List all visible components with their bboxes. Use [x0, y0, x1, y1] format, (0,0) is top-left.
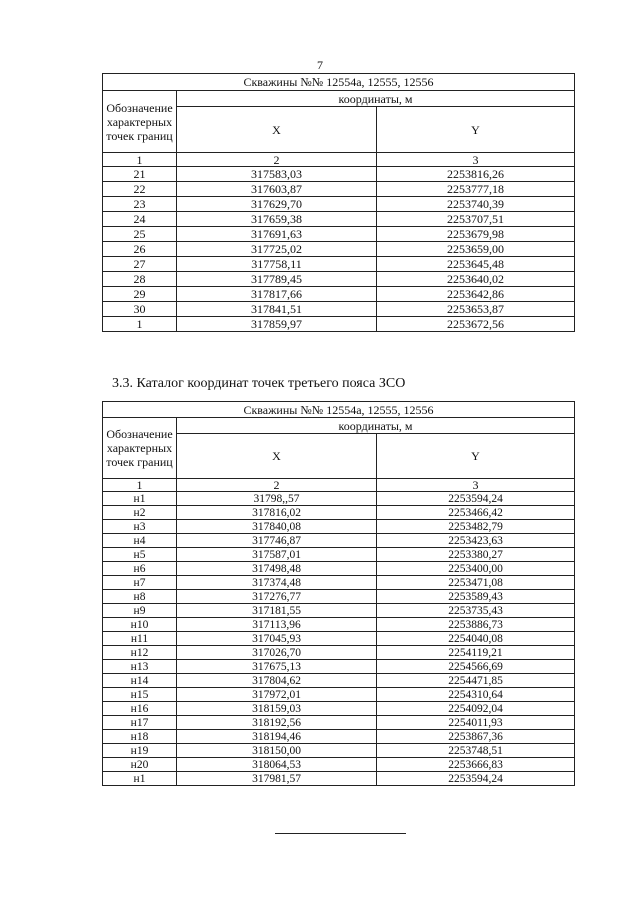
- x-coordinate-cell: 318192,56: [177, 716, 377, 730]
- table-row: [103, 590, 575, 604]
- point-label-cell: н19: [103, 744, 177, 758]
- x-coordinate-cell: 317859,97: [177, 317, 377, 332]
- table-row: [103, 182, 575, 197]
- table-row: [103, 257, 575, 272]
- page-number: 7: [317, 58, 323, 72]
- x-header: X: [177, 107, 377, 153]
- column-number: 3: [377, 479, 575, 492]
- y-coordinate-cell: 2253777,18: [377, 182, 575, 197]
- point-label-cell: н1: [103, 492, 177, 506]
- point-label-cell: 21: [103, 167, 177, 182]
- table-row: [103, 688, 575, 702]
- y-coordinate-cell: 2253466,42: [377, 506, 575, 520]
- table-row: [103, 520, 575, 534]
- table-row: [103, 317, 575, 332]
- table-row: [103, 744, 575, 758]
- column-number: 2: [177, 479, 377, 492]
- column-number: 1: [103, 153, 177, 167]
- point-label-cell: н12: [103, 646, 177, 660]
- x-coordinate-cell: 317691,63: [177, 227, 377, 242]
- x-coordinate-cell: 317659,38: [177, 212, 377, 227]
- y-coordinate-cell: 2253740,39: [377, 197, 575, 212]
- point-label-cell: 25: [103, 227, 177, 242]
- y-coordinate-cell: 2254310,64: [377, 688, 575, 702]
- y-coordinate-cell: 2253482,79: [377, 520, 575, 534]
- point-label-cell: н14: [103, 674, 177, 688]
- y-coordinate-cell: 2253423,63: [377, 534, 575, 548]
- point-label-cell: н11: [103, 632, 177, 646]
- table-row: [103, 646, 575, 660]
- point-label-cell: 29: [103, 287, 177, 302]
- table-row: [103, 674, 575, 688]
- x-coordinate-cell: 317746,87: [177, 534, 377, 548]
- x-header: X: [177, 434, 377, 479]
- point-label-cell: н7: [103, 576, 177, 590]
- table-row: [103, 562, 575, 576]
- section-heading: 3.3. Каталог координат точек третьего пояса ЗСО: [112, 376, 406, 391]
- point-label-header: Обозначение характерных точек границ: [103, 91, 177, 153]
- x-coordinate-cell: 318150,00: [177, 744, 377, 758]
- y-coordinate-cell: 2254011,93: [377, 716, 575, 730]
- x-coordinate-cell: 317583,03: [177, 167, 377, 182]
- x-coordinate-cell: 318064,53: [177, 758, 377, 772]
- x-coordinate-cell: 317725,02: [177, 242, 377, 257]
- table-row: [103, 506, 575, 520]
- y-header: Y: [377, 107, 575, 153]
- coordinates-header: координаты, м: [177, 91, 575, 107]
- point-label-cell: н4: [103, 534, 177, 548]
- column-number: 2: [177, 153, 377, 167]
- point-label-cell: 30: [103, 302, 177, 317]
- table-row: [103, 758, 575, 772]
- point-label-cell: н9: [103, 604, 177, 618]
- y-coordinate-cell: 2253659,00: [377, 242, 575, 257]
- x-coordinate-cell: 317113,96: [177, 618, 377, 632]
- x-coordinate-cell: 318194,46: [177, 730, 377, 744]
- x-coordinate-cell: 317026,70: [177, 646, 377, 660]
- coordinates-table-third-belt: [102, 401, 575, 786]
- table-row: [103, 242, 575, 257]
- y-coordinate-cell: 2254471,85: [377, 674, 575, 688]
- point-label-cell: н16: [103, 702, 177, 716]
- point-label-header: Обозначение характерных точек границ: [103, 418, 177, 479]
- table-row: [103, 632, 575, 646]
- x-coordinate-cell: 317587,01: [177, 548, 377, 562]
- table-row: [103, 227, 575, 242]
- point-label-cell: 23: [103, 197, 177, 212]
- x-coordinate-cell: 31798,,57: [177, 492, 377, 506]
- column-number: 1: [103, 479, 177, 492]
- y-coordinate-cell: 2254119,21: [377, 646, 575, 660]
- y-coordinate-cell: 2253640,02: [377, 272, 575, 287]
- x-coordinate-cell: 317841,51: [177, 302, 377, 317]
- y-coordinate-cell: 2253653,87: [377, 302, 575, 317]
- y-coordinate-cell: 2253672,56: [377, 317, 575, 332]
- y-coordinate-cell: 2253748,51: [377, 744, 575, 758]
- y-coordinate-cell: 2254040,08: [377, 632, 575, 646]
- table-row: [103, 702, 575, 716]
- coordinates-header: координаты, м: [177, 418, 575, 434]
- y-coordinate-cell: 2253471,08: [377, 576, 575, 590]
- y-coordinate-cell: 2253867,36: [377, 730, 575, 744]
- footer-divider: [275, 833, 406, 834]
- table-row: [103, 197, 575, 212]
- table-row: [103, 212, 575, 227]
- point-label-cell: 28: [103, 272, 177, 287]
- point-label-cell: н15: [103, 688, 177, 702]
- y-coordinate-cell: 2253400,00: [377, 562, 575, 576]
- y-coordinate-cell: 2254566,69: [377, 660, 575, 674]
- table-row: [103, 534, 575, 548]
- table-row: [103, 302, 575, 317]
- table-row: [103, 618, 575, 632]
- x-coordinate-cell: 317498,48: [177, 562, 377, 576]
- x-coordinate-cell: 317181,55: [177, 604, 377, 618]
- y-coordinate-cell: 2254092,04: [377, 702, 575, 716]
- table-row: [103, 730, 575, 744]
- x-coordinate-cell: 317675,13: [177, 660, 377, 674]
- coordinates-table-second-belt: [102, 73, 575, 332]
- x-coordinate-cell: 317789,45: [177, 272, 377, 287]
- table-row: [103, 660, 575, 674]
- y-coordinate-cell: 2253642,86: [377, 287, 575, 302]
- table-row: [103, 167, 575, 182]
- table-row: [103, 716, 575, 730]
- table-row: [103, 548, 575, 562]
- point-label-cell: н20: [103, 758, 177, 772]
- y-coordinate-cell: 2253816,26: [377, 167, 575, 182]
- point-label-cell: н3: [103, 520, 177, 534]
- point-label-cell: 1: [103, 317, 177, 332]
- table-row: [103, 576, 575, 590]
- table-title: Скважины №№ 12554а, 12555, 12556: [103, 402, 575, 418]
- point-label-cell: н8: [103, 590, 177, 604]
- y-coordinate-cell: 2253735,43: [377, 604, 575, 618]
- x-coordinate-cell: 317276,77: [177, 590, 377, 604]
- x-coordinate-cell: 317603,87: [177, 182, 377, 197]
- y-coordinate-cell: 2253594,24: [377, 492, 575, 506]
- x-coordinate-cell: 317840,08: [177, 520, 377, 534]
- y-coordinate-cell: 2253594,24: [377, 772, 575, 786]
- point-label-cell: 26: [103, 242, 177, 257]
- x-coordinate-cell: 317817,66: [177, 287, 377, 302]
- point-label-cell: н1: [103, 772, 177, 786]
- x-coordinate-cell: 317629,70: [177, 197, 377, 212]
- point-label-cell: 27: [103, 257, 177, 272]
- point-label-cell: н5: [103, 548, 177, 562]
- table-row: [103, 772, 575, 786]
- x-coordinate-cell: 317816,02: [177, 506, 377, 520]
- x-coordinate-cell: 317045,93: [177, 632, 377, 646]
- table-row: [103, 287, 575, 302]
- table-title: Скважины №№ 12554а, 12555, 12556: [103, 74, 575, 91]
- y-coordinate-cell: 2253380,27: [377, 548, 575, 562]
- x-coordinate-cell: 317758,11: [177, 257, 377, 272]
- x-coordinate-cell: 317981,57: [177, 772, 377, 786]
- table-row: [103, 272, 575, 287]
- y-coordinate-cell: 2253666,83: [377, 758, 575, 772]
- x-coordinate-cell: 318159,03: [177, 702, 377, 716]
- y-coordinate-cell: 2253707,51: [377, 212, 575, 227]
- point-label-cell: н6: [103, 562, 177, 576]
- point-label-cell: н2: [103, 506, 177, 520]
- table-row: [103, 604, 575, 618]
- point-label-cell: н17: [103, 716, 177, 730]
- point-label-cell: 24: [103, 212, 177, 227]
- y-coordinate-cell: 2253679,98: [377, 227, 575, 242]
- y-header: Y: [377, 434, 575, 479]
- point-label-cell: н10: [103, 618, 177, 632]
- column-number: 3: [377, 153, 575, 167]
- y-coordinate-cell: 2253645,48: [377, 257, 575, 272]
- y-coordinate-cell: 2253886,73: [377, 618, 575, 632]
- y-coordinate-cell: 2253589,43: [377, 590, 575, 604]
- point-label-cell: 22: [103, 182, 177, 197]
- table-row: [103, 492, 575, 506]
- x-coordinate-cell: 317374,48: [177, 576, 377, 590]
- point-label-cell: н13: [103, 660, 177, 674]
- x-coordinate-cell: 317804,62: [177, 674, 377, 688]
- x-coordinate-cell: 317972,01: [177, 688, 377, 702]
- point-label-cell: н18: [103, 730, 177, 744]
